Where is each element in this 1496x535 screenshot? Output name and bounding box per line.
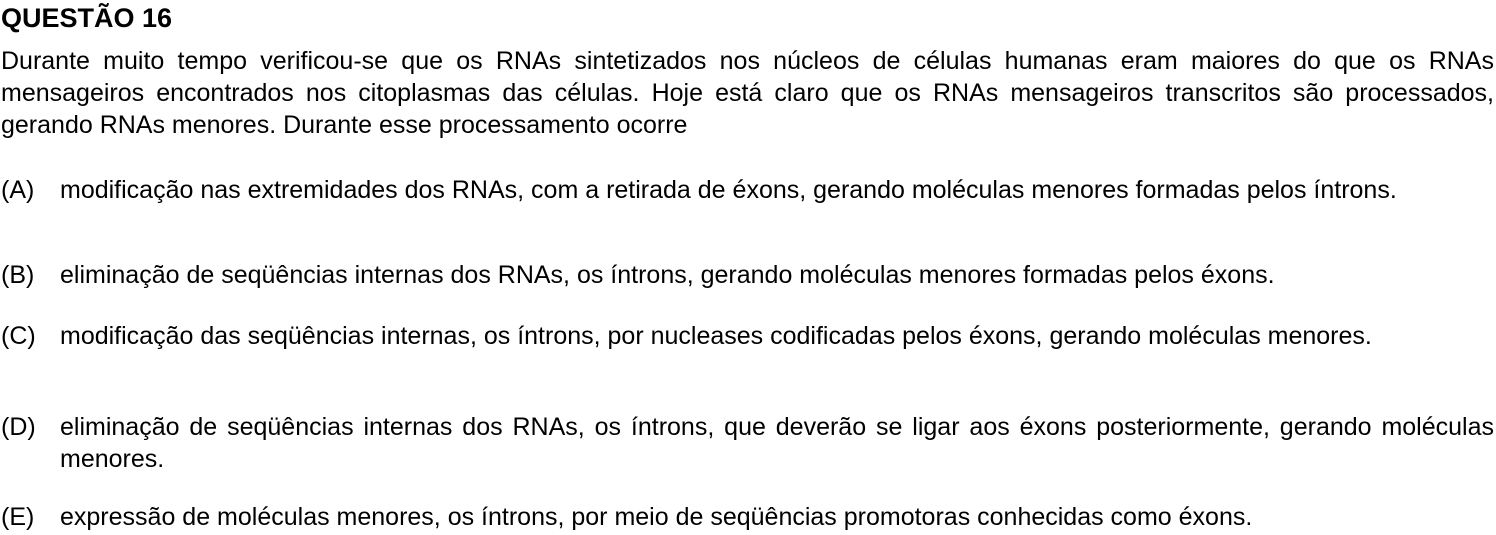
option-b [1,259,1494,291]
option-c [1,320,1494,352]
option-b-letter: (B) [1,261,35,289]
question-title: QUESTÃO 16 [1,3,173,33]
option-a-text: modificação nas extremidades dos RNAs, com a retirada de éxons, gerando moléculas menores formadas pelos íntrons. [60,176,1397,204]
option-d-letter: (D) [1,413,36,441]
option-a [1,174,1494,206]
option-d-text: eliminação de seqüências internas dos RNAs, os íntrons, que deverão se ligar aos éxons posteriormente, gerando moléculas menores. [60,413,1494,473]
option-c-text: modificação das seqüências internas, os íntrons, por nucleases codificadas pelos éxons, gerando moléculas menores. [60,322,1372,350]
option-d [1,411,1494,475]
option-a-letter: (A) [1,176,35,204]
option-e-text: expressão de moléculas menores, os íntrons, por meio de seqüências promotoras conhecidas como éxons. [60,503,1253,531]
question-stem: Durante muito tempo verificou-se que os RNAs sintetizados nos núcleos de células humanas eram maiores do que os RNAs mensageiros encontrados nos citoplasmas das células. Hoje está claro que os RNAs mensageiros transcritos são processados, gerando RNAs menores. Durante esse processamento ocorre [1,47,1494,139]
option-b-text: eliminação de seqüências internas dos RNAs, os íntrons, gerando moléculas menores formadas pelos éxons. [60,261,1275,289]
option-e-letter: (E) [1,503,35,531]
option-e [1,501,1494,533]
option-c-letter: (C) [1,322,36,350]
